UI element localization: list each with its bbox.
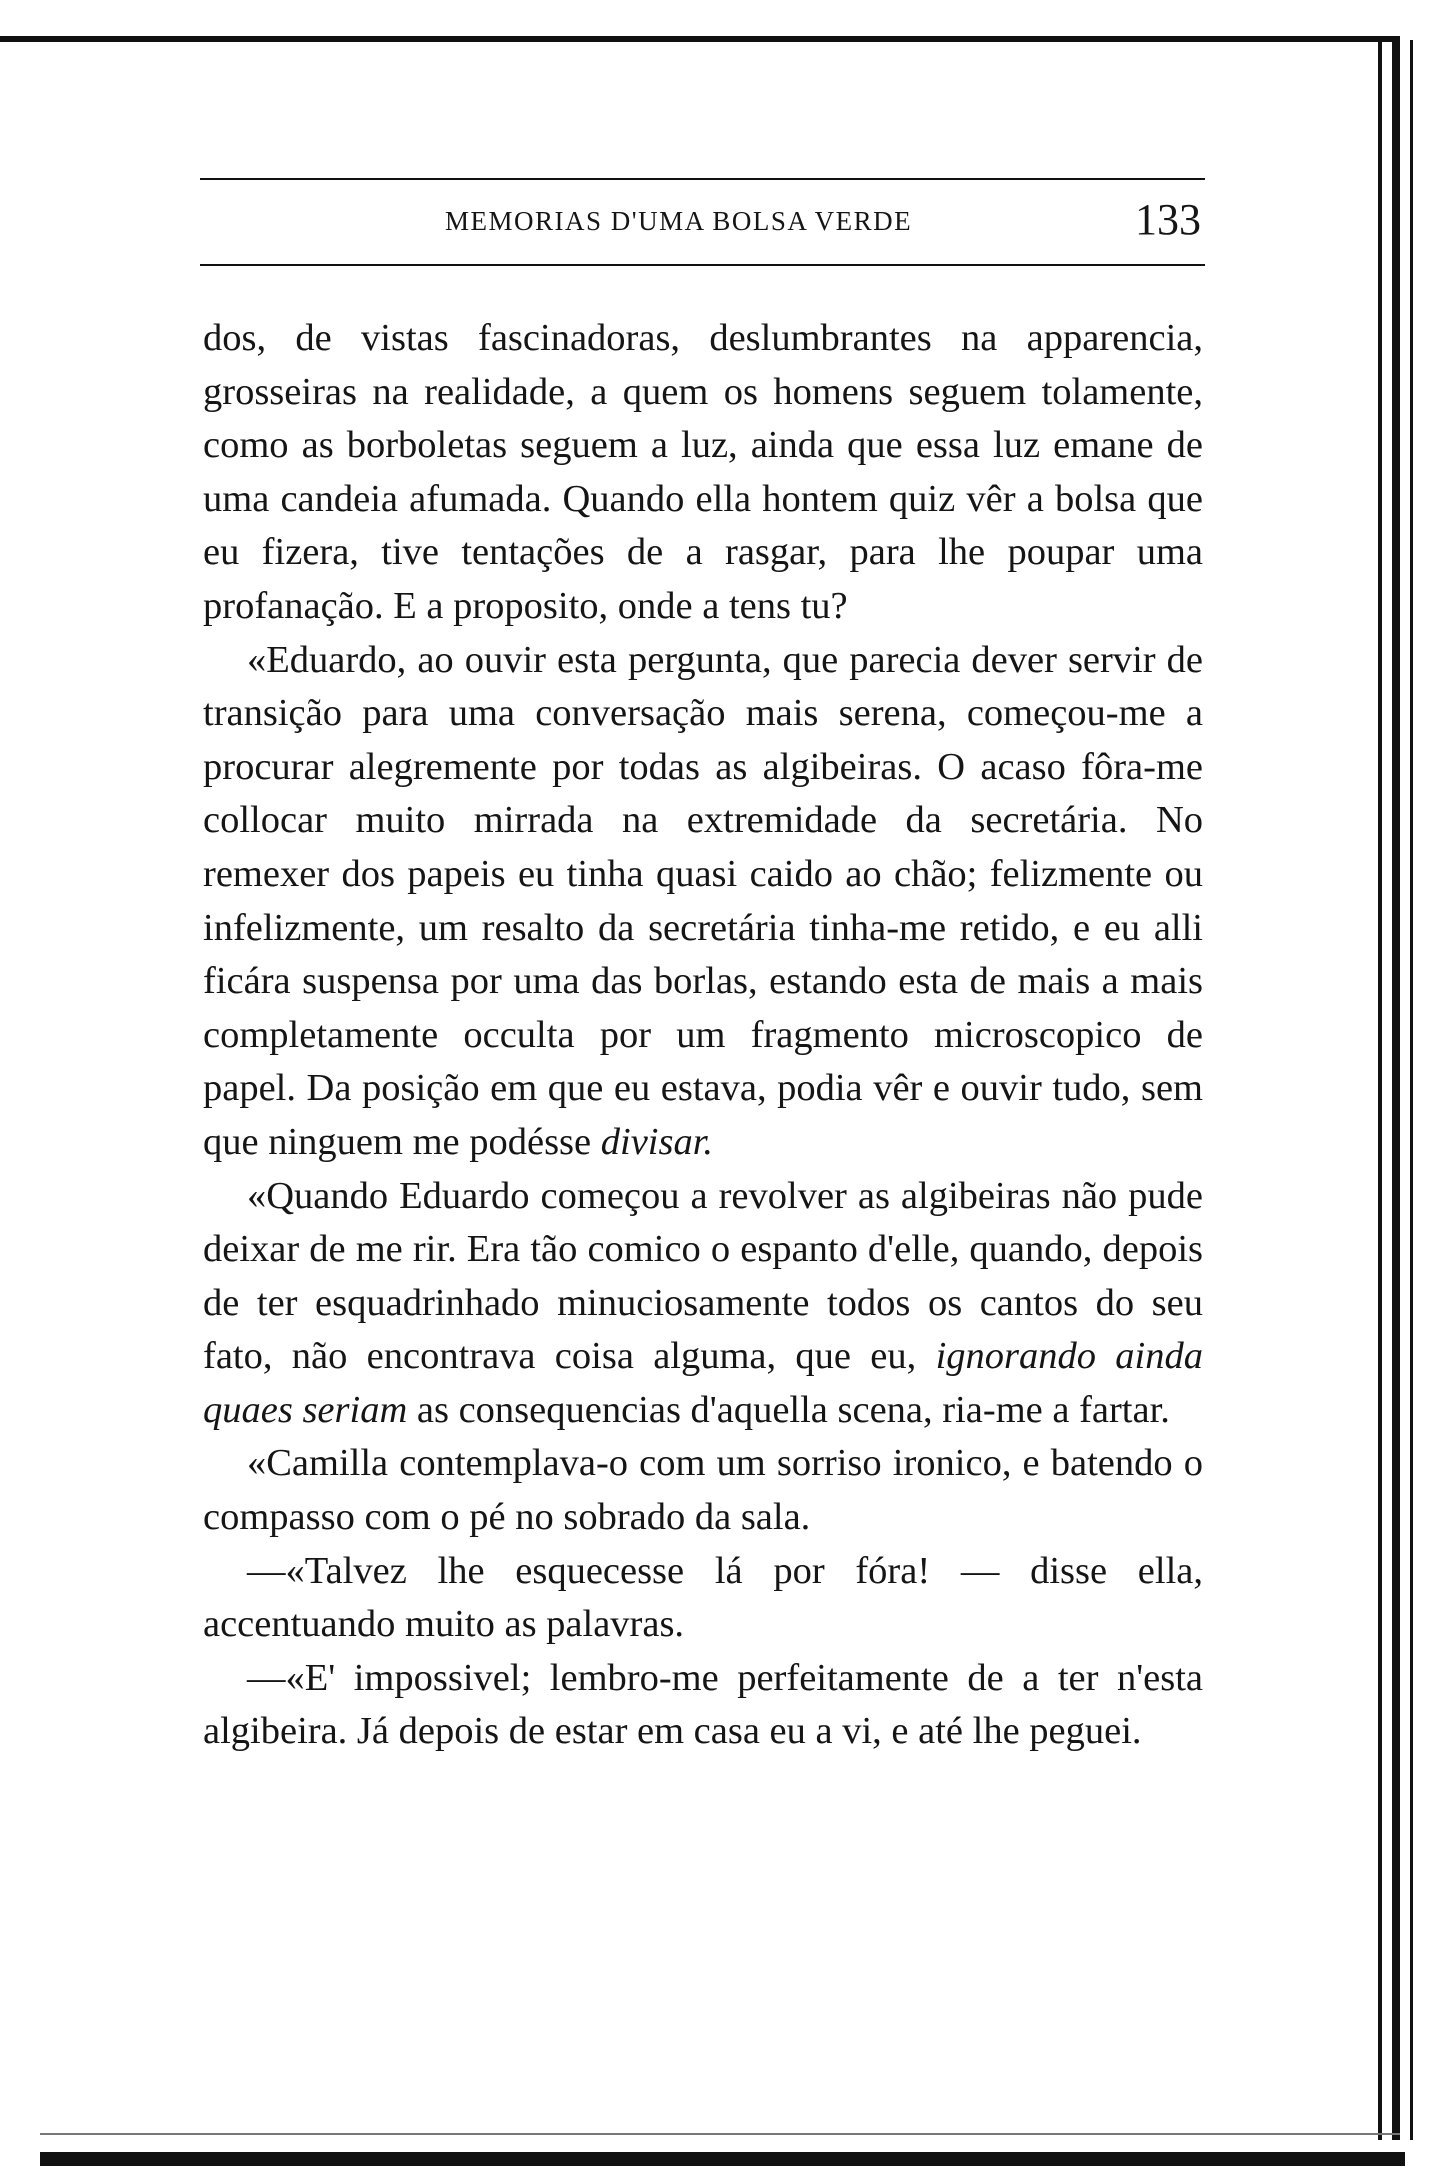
- paragraph-italic-text: divisar.: [600, 1120, 714, 1163]
- top-border-rule: [0, 36, 1400, 42]
- dialogue-paragraph: [203, 1652, 1203, 1759]
- paragraph-text: «Camilla contemplava-o com um sorriso ironico, e batendo o compasso com o pé no sobrado da sala.: [203, 1442, 1203, 1539]
- running-header: [200, 178, 1205, 268]
- dialogue-paragraph: [203, 1545, 1203, 1652]
- paragraph-text-end: as consequencias d'aquella scena, ria-me a fartar.: [416, 1388, 1170, 1431]
- header-bottom-rule: [200, 264, 1205, 266]
- bottom-border-rule-thin: [40, 2133, 1400, 2135]
- paragraph: [203, 1437, 1203, 1544]
- running-header-title: MEMORIAS D'UMA BOLSA VERDE: [445, 206, 913, 236]
- bottom-border-rule: [40, 2152, 1405, 2166]
- paragraph-text: «Quando Eduardo começou a revolver as algibeiras não pude deixar de me rir. Era tão comico o espanto d'elle, quando, depois de ter esquadrinhado minuciosamente todos os cantos do seu fato, não encontrava coisa alguma, que eu,: [203, 1174, 1203, 1378]
- paragraph-text: —«Talvez lhe esquecesse lá por fóra! — disse ella, accentuando muito as palavras.: [203, 1549, 1203, 1646]
- header-top-rule: [200, 178, 1205, 180]
- paragraph: [203, 634, 1203, 1170]
- paragraph: [203, 1170, 1203, 1438]
- page-number: 133: [1135, 195, 1201, 244]
- right-border-rule: [1378, 40, 1382, 2140]
- paragraph-continuation: [203, 312, 1203, 634]
- right-border-rule-inner: [1392, 40, 1400, 2140]
- paragraph-text: dos, de vistas fascinadoras, deslumbrantes na apparencia, grosseiras na realidade, a quem os homens seguem tolamente, como as borboletas seguem a luz, ainda que essa luz emane de uma candeia afumada. Quando ella hontem quiz vêr a bolsa que eu fizera, tive tentações de a rasgar, para lhe poupar uma profanação. E a proposito, onde a tens tu?: [203, 317, 1203, 627]
- page-body: [203, 312, 1203, 1759]
- right-border-rule-outer: [1410, 40, 1413, 2140]
- paragraph-italic-text: ignorando ainda quaes seriam: [203, 1335, 1203, 1431]
- paragraph-text: —«E' impossivel; lembro-me perfeitamente de a ter n'esta algibeira. Já depois de estar em casa eu a vi, e até lhe peguei.: [203, 1656, 1203, 1753]
- paragraph-text: «Eduardo, ao ouvir esta pergunta, que parecia dever servir de transição para uma conversação mais serena, começou-me a procurar alegremente por todas as algibeiras. O acaso fôra-me collocar muito mirrada na extremidade da secretária. No remexer dos papeis eu tinha quasi caido ao chão; felizmente ou infelizmente, um resalto da secretária tinha-me retido, e eu alli ficára suspensa por uma das borlas, estando esta de mais a mais completamente occulta por um fragmento microscopico de papel. Da posição em que eu estava, podia vêr e ouvir tudo, sem que ninguem me podésse: [203, 638, 1203, 1163]
